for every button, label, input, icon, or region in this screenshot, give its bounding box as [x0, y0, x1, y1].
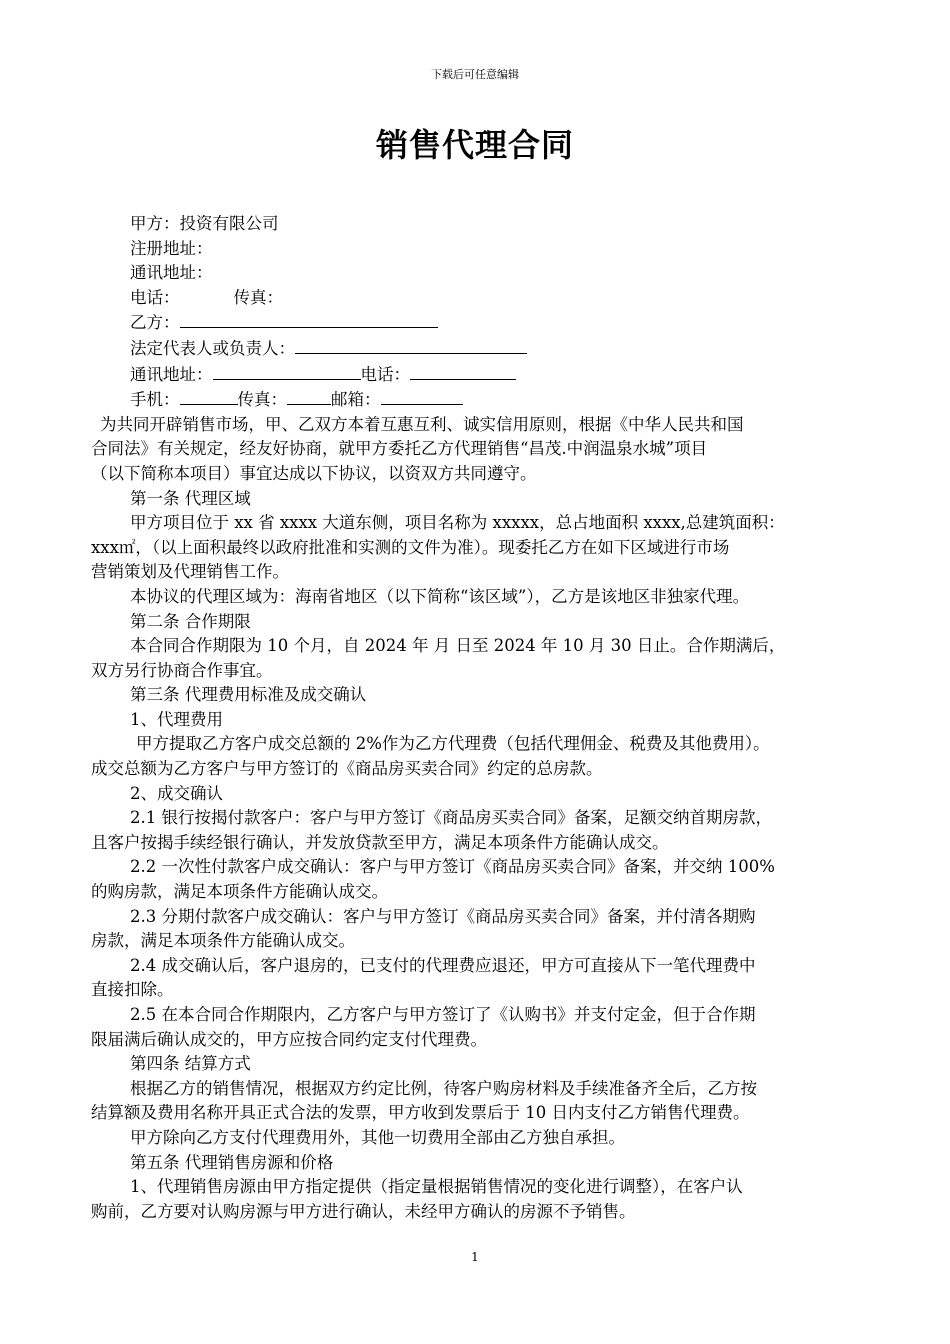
contract-body	[91, 212, 863, 1224]
clause-2-3-line-1: 2.3 分期付款客户成交确认：客户与甲方签订《商品房买卖合同》备案，并付清各期购	[130, 906, 756, 926]
article-2-heading: 第二条 合作期限	[130, 611, 251, 631]
party-b-blank	[180, 310, 438, 328]
party-b-fax-label: 传真：	[237, 390, 287, 410]
party-a-phone-label: 电话：	[130, 287, 180, 307]
clause-2-5-line-2: 限届满后确认成交的，甲方应按合同约定支付代理费。	[91, 1029, 487, 1049]
clause-2-4-line-2: 直接扣除。	[91, 980, 174, 1000]
party-b-mail-label: 邮箱：	[331, 390, 381, 410]
party-b-phone-blank	[410, 362, 516, 380]
party-b-mobile-blank	[180, 387, 238, 405]
party-b-address-label: 通讯地址：	[130, 364, 213, 384]
party-b-rep-blank	[295, 336, 527, 354]
clause-2-1-line-1: 2.1 银行按揭付款客户：客户与甲方签订《商品房买卖合同》备案，足额交纳首期房款，	[130, 808, 772, 828]
article-1-p2: 本协议的代理区域为：海南省地区（以下简称“该区域”），乙方是该地区非独家代理。	[130, 586, 750, 606]
article-1-p1-line-1: 甲方项目位于 xx 省 xxxx 大道东侧，项目名称为 xxxxx，总占地面积 xxxx,总建筑面积：	[130, 513, 785, 533]
intro-line-3: （以下简称本项目）事宜达成以下协议，以资双方共同遵守。	[91, 463, 537, 483]
party-b-line	[91, 310, 863, 336]
article-3-s1-line-2: 成交总额为乙方客户与甲方签订的《商品房买卖合同》约定的总房款。	[91, 759, 603, 779]
party-a-comm-address: 通讯地址：	[130, 263, 213, 283]
clause-2-4-line-1: 2.4 成交确认后，客户退房的，已支付的代理费应退还，甲方可直接从下一笔代理费中	[130, 955, 756, 975]
party-b-rep-line	[91, 336, 863, 362]
party-b-address-line	[91, 362, 863, 388]
party-a-reg-address: 注册地址：	[130, 238, 213, 258]
article-5-heading: 第五条 代理销售房源和价格	[130, 1152, 334, 1172]
party-a-fax-label: 传真：	[233, 287, 283, 307]
article-2-line-2: 双方另行协商合作事宜。	[91, 660, 273, 680]
party-b-address-blank	[213, 362, 361, 380]
page-title: 销售代理合同	[375, 126, 574, 164]
party-b-mobile-label: 手机：	[130, 390, 180, 410]
page-header: 下载后可任意编辑	[431, 68, 519, 81]
article-2-line-1: 本合同合作期限为 10 个月，自 2024 年 月 日至 2024 年 10 月 30 日止。合作期满后，	[130, 636, 786, 656]
intro-line-1: 为共同开辟销售市场，甲、乙双方本着互惠互利、诚实信用原则，根据《中华人民共和国	[100, 414, 744, 434]
article-5-line-2: 购前，乙方要对认购房源与甲方进行确认，未经甲方确认的房源不予销售。	[91, 1201, 636, 1221]
party-a-contact	[91, 286, 863, 311]
clause-2-3-line-2: 房款，满足本项条件方能确认成交。	[91, 931, 355, 951]
article-4-heading: 第四条 结算方式	[130, 1054, 251, 1074]
article-1-p1-line-2: xxx㎡，（以上面积最终以政府批准和实测的文件为准）。现委托乙方在如下区域进行市场	[91, 537, 730, 557]
clause-2-1-line-2: 且客户按揭手续经银行确认，并发放贷款至甲方，满足本项条件方能确认成交。	[91, 832, 669, 852]
party-b-fax-blank	[287, 387, 331, 405]
party-a-name: 甲方：投资有限公司	[130, 214, 279, 233]
article-3-heading: 第三条 代理费用标准及成交确认	[130, 685, 367, 705]
party-b-mail-blank	[381, 387, 463, 405]
article-3-section-2: 2、成交确认	[130, 783, 223, 803]
article-4-line-2: 结算额及费用名称开具正式合法的发票，甲方收到发票后于 10 日内支付乙方销售代理费。	[91, 1103, 750, 1123]
party-b-phone-label: 电话：	[360, 364, 410, 384]
article-3-s1-line-1: 甲方提取乙方客户成交总额的 2%作为乙方代理费（包括代理佣金、税费及其他费用）。	[136, 734, 770, 754]
article-4-line-1: 根据乙方的销售情况，根据双方约定比例，待客户购房材料及手续准备齐全后，乙方按	[130, 1078, 757, 1098]
article-5-line-1: 1、代理销售房源由甲方指定提供（指定量根据销售情况的变化进行调整），在客户认	[130, 1177, 743, 1197]
party-b-label: 乙方：	[130, 313, 180, 333]
article-1-p1-line-3: 营销策划及代理销售工作。	[91, 562, 289, 582]
article-1-heading: 第一条 代理区域	[130, 488, 251, 508]
intro-line-2: 合同法》有关规定，经友好协商，就甲方委托乙方代理销售“昌茂.中润温泉水城”项目	[91, 439, 708, 459]
party-b-rep-label: 法定代表人或负责人：	[130, 338, 295, 358]
clause-2-5-line-1: 2.5 在本合同合作期限内，乙方客户与甲方签订了《认购书》并支付定金，但于合作期	[130, 1005, 756, 1024]
clause-2-2-line-2: 的购房款，满足本项条件方能确认成交。	[91, 882, 388, 902]
article-3-section-1: 1、代理费用	[130, 709, 223, 729]
clause-2-2-line-1: 2.2 一次性付款客户成交确认：客户与甲方签订《商品房买卖合同》备案，并交纳 100%	[130, 857, 775, 877]
page-number: 1	[471, 1250, 479, 1264]
party-b-mobile-line	[91, 387, 863, 413]
article-4-p2: 甲方除向乙方支付代理费用外，其他一切费用全部由乙方独自承担。	[130, 1127, 625, 1147]
